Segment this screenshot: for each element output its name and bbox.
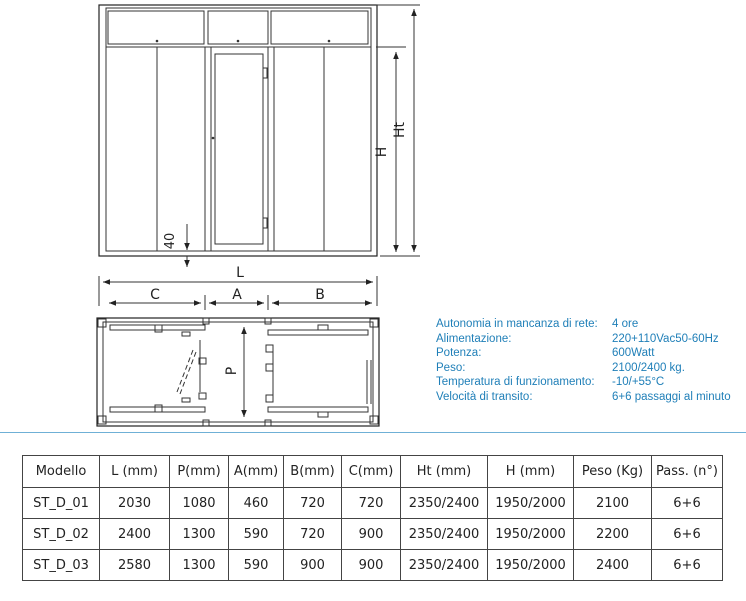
header-cell: Ht (mm) [401, 456, 488, 488]
label-40: 40 [163, 232, 178, 250]
header-cell: L (mm) [100, 456, 170, 488]
header-cell: C(mm) [342, 456, 401, 488]
spec-row [436, 361, 731, 376]
table-row [23, 550, 723, 581]
table-cell: 720 [284, 488, 342, 519]
header-cell: B(mm) [284, 456, 342, 488]
table-cell: 2580 [100, 550, 170, 581]
section-divider [0, 432, 746, 433]
table-cell: 1950/2000 [488, 550, 574, 581]
table-cell: 2350/2400 [401, 519, 488, 550]
table-cell: 6+6 [652, 550, 723, 581]
spec-value: 600Watt [612, 347, 655, 360]
table-cell: ST_D_02 [23, 519, 100, 550]
table-cell: 900 [284, 550, 342, 581]
table-cell: 2030 [100, 488, 170, 519]
spec-label: Velocità di transito: [436, 390, 533, 403]
dimension-Ht [376, 5, 420, 252]
header-cell: H (mm) [488, 456, 574, 488]
spec-value: 6+6 passaggi al minuto [612, 390, 731, 403]
spec-row [436, 332, 731, 347]
header-cell: Peso (Kg) [574, 456, 652, 488]
dimension-P [224, 327, 244, 417]
spec-value: 2100/2400 kg. [612, 361, 685, 374]
table-cell: 6+6 [652, 519, 723, 550]
label-A: A [232, 287, 242, 303]
specifications [436, 317, 731, 405]
table-cell: 2400 [574, 550, 652, 581]
spec-row [436, 346, 731, 361]
table-cell: 2100 [574, 488, 652, 519]
label-C: C [150, 287, 160, 303]
table-cell: 590 [229, 519, 284, 550]
label-L: L [236, 265, 244, 281]
dimension-H [374, 47, 420, 256]
spec-row [436, 375, 731, 390]
table-cell: 2200 [574, 519, 652, 550]
spec-row [436, 317, 731, 332]
header-cell: A(mm) [229, 456, 284, 488]
table-cell: 1300 [170, 550, 229, 581]
spec-label: Peso: [436, 361, 466, 374]
spec-label: Autonomia in mancanza di rete: [436, 318, 598, 330]
table-cell: 460 [229, 488, 284, 519]
table-cell: 590 [229, 550, 284, 581]
table-cell: 1950/2000 [488, 519, 574, 550]
table-cell: ST_D_03 [23, 550, 100, 581]
table-cell: 1300 [170, 519, 229, 550]
table-row [23, 488, 723, 519]
table-cell: 1950/2000 [488, 488, 574, 519]
header-cell: Modello [23, 456, 100, 488]
spec-value: 4 ore [612, 318, 639, 330]
front-elevation [99, 5, 377, 256]
spec-label: Potenza: [436, 347, 482, 360]
spec-row [436, 390, 731, 405]
label-Ht: Ht [392, 121, 408, 139]
table-cell: 720 [342, 488, 401, 519]
table-cell: 6+6 [652, 488, 723, 519]
spec-value: -10/+55°C [612, 376, 665, 389]
table-cell: 720 [284, 519, 342, 550]
table-cell: 2400 [100, 519, 170, 550]
models-table [22, 455, 723, 581]
spec-label: Temperatura di funzionamento: [436, 376, 595, 389]
table-cell: 900 [342, 519, 401, 550]
label-H: H [374, 146, 390, 158]
spec-label: Alimentazione: [436, 332, 512, 345]
label-P: P [224, 366, 240, 376]
dimension-40 [163, 224, 187, 267]
label-B: B [315, 287, 325, 303]
table-row [23, 519, 723, 550]
header-cell: Pass. (n°) [652, 456, 723, 488]
spec-value: 220+110Vac50-60Hz [612, 332, 719, 345]
header-cell: P(mm) [170, 456, 229, 488]
table-cell: 2350/2400 [401, 550, 488, 581]
table-cell: 2350/2400 [401, 488, 488, 519]
table-cell: ST_D_01 [23, 488, 100, 519]
table-cell: 1080 [170, 488, 229, 519]
table-header-row [23, 456, 723, 488]
table-cell: 900 [342, 550, 401, 581]
dimension-CAB [109, 287, 372, 310]
